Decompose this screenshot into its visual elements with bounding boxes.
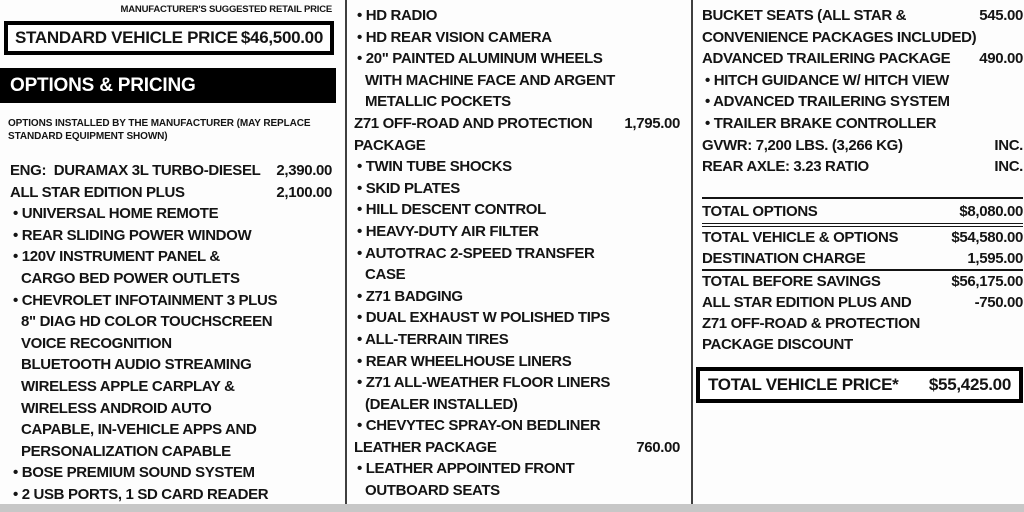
option-label: • 120V INSTRUMENT PANEL & [13,248,220,266]
option-label: • UNIVERSAL HOME REMOTE [13,205,219,223]
option-row [354,113,680,135]
column-divider-2 [691,0,693,504]
option-row [354,307,680,329]
option-label: • REAR WHEELHOUSE LINERS [357,352,572,370]
option-value: $56,175.00 [951,273,1023,290]
option-label: • 20" PAINTED ALUMINUM WHEELS [357,50,603,68]
option-row [354,5,680,27]
option-label: (DEALER INSTALLED) [365,395,518,413]
option-label: • ADVANCED TRAILERING SYSTEM [705,93,950,111]
option-label: Z71 OFF-ROAD & PROTECTION [702,315,920,332]
option-label: Z71 OFF-ROAD AND PROTECTION [354,114,593,132]
option-value: 1,595.00 [967,250,1023,267]
option-label: • SKID PLATES [357,179,460,197]
option-row [702,248,1023,271]
option-label: • HD RADIO [357,7,438,24]
option-label: CONVENIENCE PACKAGES INCLUDED) [702,28,977,46]
option-label: ALL STAR EDITION PLUS [10,183,185,201]
option-label: REAR AXLE: 3.23 RATIO [702,158,869,176]
option-row [702,135,1023,157]
option-label: • HD REAR VISION CAMERA [357,28,552,46]
option-row [354,178,680,200]
standard-vehicle-price-label: STANDARD VEHICLE PRICE [15,28,238,47]
option-row [702,113,1023,135]
option-row [702,292,1023,313]
option-value: $54,580.00 [951,229,1023,246]
option-row [354,135,680,157]
option-row [354,329,680,351]
total-vehicle-price-box [696,367,1023,403]
option-label: METALLIC POCKETS [365,93,511,111]
option-label: CARGO BED POWER OUTLETS [21,269,240,287]
option-label: PACKAGE [354,136,426,154]
option-label: BLUETOOTH AUDIO STREAMING [21,356,252,374]
option-label: • AUTOTRAC 2-SPEED TRANSFER [357,244,595,262]
option-label: VOICE RECOGNITION [21,334,172,352]
option-row [354,243,680,265]
option-label: LEATHER PACKAGE [354,438,497,456]
options-list-middle [354,5,680,502]
option-label: BUCKET SEATS (ALL STAR & [702,7,907,24]
manufacturer-note: OPTIONS INSTALLED BY THE MANUFACTURER (MAY REPLACE STANDARD EQUIPMENT SHOWN) [8,118,311,142]
option-label: OUTBOARD SEATS [365,482,500,500]
option-label: • DUAL EXHAUST W POLISHED TIPS [357,309,610,327]
option-row [702,91,1023,113]
option-label: WITH MACHINE FACE AND ARGENT [365,71,615,89]
option-label: TOTAL OPTIONS [702,203,818,220]
standard-vehicle-price-value: $46,500.00 [240,28,323,47]
total-vehicle-price-value: $55,425.00 [928,375,1011,394]
option-label: • REAR SLIDING POWER WINDOW [13,226,252,244]
option-row [702,271,1023,292]
scan-edge-band [0,504,1024,512]
option-value: 2,390.00 [276,162,332,179]
option-value: 760.00 [636,438,680,456]
option-row [702,334,1023,355]
option-row [702,48,1023,70]
option-row [354,70,680,92]
option-label: DESTINATION CHARGE [702,250,866,267]
option-label: • TRAILER BRAKE CONTROLLER [705,114,937,132]
option-row [354,437,680,459]
option-row [354,351,680,373]
option-label: CASE [365,266,406,284]
option-row [10,333,332,355]
option-value: INC. [994,158,1023,176]
option-value: $8,080.00 [959,203,1023,220]
option-row [10,268,332,290]
option-row [10,203,332,225]
option-value: 1,795.00 [624,114,680,132]
options-pricing-header [0,68,336,103]
option-row [702,313,1023,334]
option-label: • LEATHER APPOINTED FRONT [357,460,575,478]
option-row [10,182,332,204]
option-row [354,91,680,113]
option-value: -750.00 [974,294,1023,311]
option-label: PERSONALIZATION CAPABLE [21,442,231,460]
option-row [354,480,680,502]
option-row [10,441,332,463]
option-value: INC. [994,136,1023,154]
totals-section [702,197,1023,355]
option-label: • Z71 ALL-WEATHER FLOOR LINERS [357,374,611,392]
option-label: TOTAL VEHICLE & OPTIONS [702,229,899,246]
option-row [702,70,1023,92]
option-label: • ALL-TERRAIN TIRES [357,330,509,348]
option-row [354,372,680,394]
option-label: • BOSE PREMIUM SOUND SYSTEM [13,464,255,482]
option-row [702,156,1023,178]
option-row [10,160,332,182]
option-row [354,458,680,480]
option-label: TOTAL BEFORE SAVINGS [702,273,881,290]
option-label: • HEAVY-DUTY AIR FILTER [357,222,539,240]
option-row [10,419,332,441]
total-vehicle-price-label: TOTAL VEHICLE PRICE* [708,375,899,394]
option-row [10,462,332,484]
standard-vehicle-price-box [4,21,334,55]
option-row [10,225,332,247]
option-row [354,48,680,70]
option-row [354,27,680,49]
option-label: • TWIN TUBE SHOCKS [357,158,512,176]
option-label: 8" DIAG HD COLOR TOUCHSCREEN [21,313,273,331]
option-label: • Z71 BADGING [357,287,463,305]
option-row [702,27,1023,49]
column-divider-1 [345,0,347,504]
option-row [10,484,332,506]
option-row [354,199,680,221]
options-pricing-title: OPTIONS & PRICING [10,74,196,96]
option-row [10,311,332,333]
option-label: PACKAGE DISCOUNT [702,336,853,353]
option-label: GVWR: 7,200 LBS. (3,266 KG) [702,136,903,154]
option-row [10,354,332,376]
option-row [10,376,332,398]
option-label: • CHEVROLET INFOTAINMENT 3 PLUS [13,291,278,309]
option-label: • HITCH GUIDANCE W/ HITCH VIEW [705,71,949,89]
option-label: • CHEVYTEC SPRAY-ON BEDLINER [357,417,601,435]
option-label: WIRELESS APPLE CARPLAY & [21,377,235,395]
option-label: ADVANCED TRAILERING PACKAGE [702,50,951,68]
option-row [354,221,680,243]
option-row [354,264,680,286]
option-row [354,415,680,437]
option-row [702,227,1023,248]
option-label: • HILL DESCENT CONTROL [357,201,546,219]
options-list-left [10,160,332,506]
option-row [354,286,680,308]
option-value: 545.00 [979,7,1023,24]
options-list-right [702,5,1023,178]
option-label: ENG: DURAMAX 3L TURBO-DIESEL [10,162,261,179]
option-row [702,197,1023,227]
msrp-note: MANUFACTURER'S SUGGESTED RETAIL PRICE [120,4,332,15]
option-row [10,398,332,420]
option-value: 2,100.00 [276,183,332,201]
option-label: • 2 USB PORTS, 1 SD CARD READER [13,485,269,503]
option-label: CAPABLE, IN-VEHICLE APPS AND [21,421,257,439]
option-row [10,246,332,268]
option-label: WIRELESS ANDROID AUTO [21,399,212,417]
option-label: ALL STAR EDITION PLUS AND [702,294,912,311]
option-row [354,156,680,178]
option-value: 490.00 [979,50,1023,68]
option-row [354,394,680,416]
option-row [10,290,332,312]
option-row [702,5,1023,27]
